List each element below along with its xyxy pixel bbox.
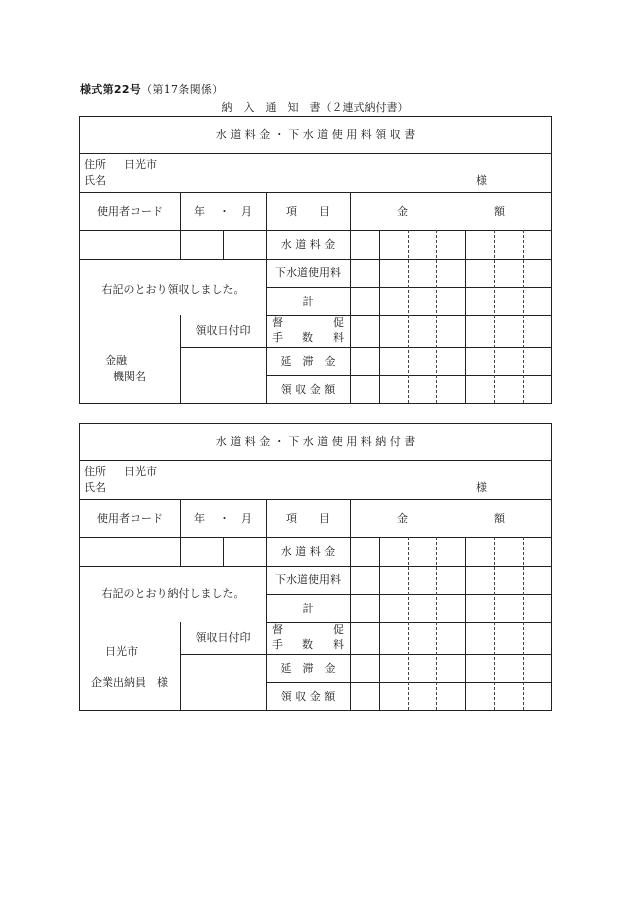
month-label: 月: [241, 512, 252, 525]
amount-header-1: 金: [397, 512, 408, 525]
address-city: 日光市: [124, 465, 157, 478]
bank-name-label: 機関名: [113, 370, 146, 383]
form-header: [80, 81, 224, 97]
receipt-title: 水 道 料 金 ・ 下 水 道 使 用 料 領 収 書: [215, 128, 416, 141]
item-header: 項 目: [286, 205, 330, 218]
name-label: 氏名: [84, 481, 106, 494]
date-separator: ・: [219, 512, 230, 525]
stamp-label: 領収日付印: [195, 324, 251, 337]
treasurer-label: 企業出納員 様: [91, 676, 168, 689]
row-received-amount: 領 収 金 額: [280, 690, 336, 703]
address-label: 住所: [84, 158, 106, 171]
row-fee-char-1: 督: [272, 316, 283, 329]
user-code-label: 使用者コード: [97, 512, 163, 525]
item-header: 項 目: [286, 512, 330, 525]
amount-header-2: 額: [494, 512, 505, 525]
form-number: 様式第22号: [80, 83, 142, 96]
row-fee-char-4: 数: [302, 331, 313, 344]
row-fee-char-3: 手: [272, 331, 283, 344]
row-sewer-fee: 下水道使用料: [275, 573, 341, 586]
honorific: 様: [476, 174, 487, 187]
honorific: 様: [476, 481, 487, 494]
row-received-amount: 領 収 金 額: [280, 383, 336, 396]
user-code-label: 使用者コード: [97, 205, 163, 218]
amount-header-1: 金: [397, 205, 408, 218]
receipt-form: [79, 116, 552, 404]
amount-header-2: 額: [494, 205, 505, 218]
document-subtitle: 納 入 通 知 書（２連式納付書）: [221, 101, 409, 114]
row-late-fee: 延 滞 金: [280, 355, 336, 368]
payment-statement: 右記のとおり納付しました。: [101, 587, 245, 600]
city-label: 日光市: [105, 645, 138, 658]
month-label: 月: [241, 205, 252, 218]
row-fee-char-1: 督: [272, 623, 283, 636]
row-sewer-fee: 下水道使用料: [275, 266, 341, 279]
name-label: 氏名: [84, 174, 106, 187]
row-late-fee: 延 滞 金: [280, 662, 336, 675]
payment-title: 水 道 料 金 ・ 下 水 道 使 用 料 納 付 書: [215, 435, 416, 448]
stamp-label: 領収日付印: [195, 631, 251, 644]
row-water-fee: 水 道 料 金: [280, 545, 336, 558]
row-fee-char-5: 料: [333, 331, 344, 344]
row-fee-char-2: 促: [333, 316, 344, 329]
form-related-article: （第17条関係）: [141, 83, 224, 96]
row-total: 計: [302, 295, 314, 308]
row-fee-char-2: 促: [333, 623, 344, 636]
row-fee-char-5: 料: [333, 638, 344, 651]
date-separator: ・: [219, 205, 230, 218]
receipt-statement: 右記のとおり領収しました。: [101, 283, 245, 296]
row-total: 計: [302, 602, 314, 615]
year-label: 年: [194, 205, 205, 218]
bank-label: 金融: [105, 354, 127, 367]
row-fee-char-3: 手: [272, 638, 283, 651]
payment-form: [79, 423, 552, 711]
row-water-fee: 水 道 料 金: [280, 238, 336, 251]
year-label: 年: [194, 512, 205, 525]
address-label: 住所: [84, 465, 106, 478]
row-fee-char-4: 数: [302, 638, 313, 651]
address-city: 日光市: [124, 158, 157, 171]
